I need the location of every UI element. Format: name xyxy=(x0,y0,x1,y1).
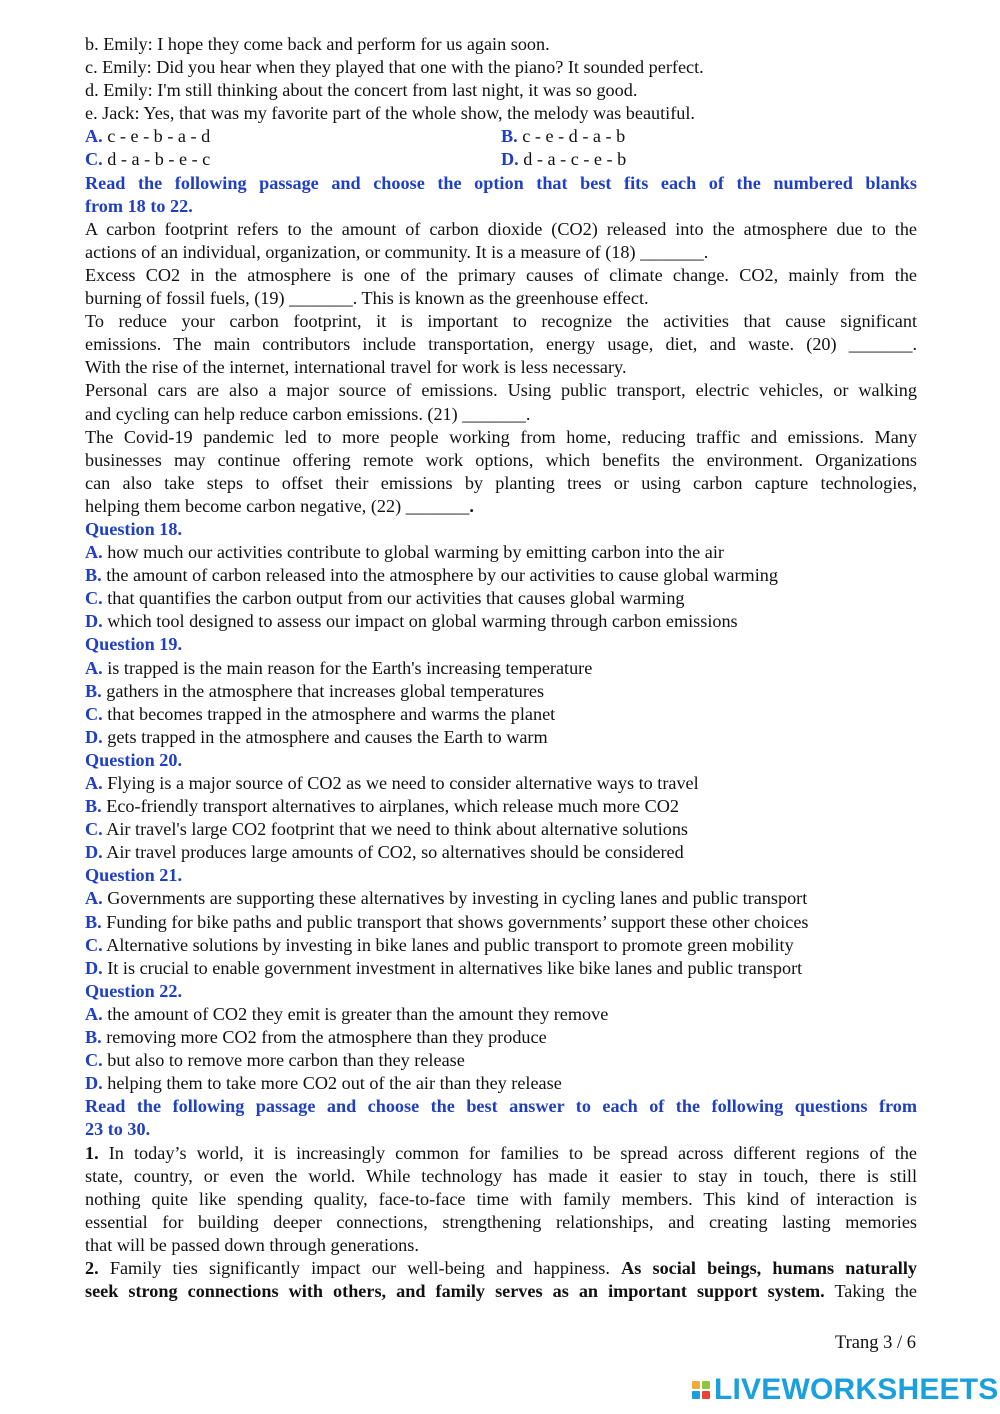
passage-line xyxy=(85,1280,917,1303)
option-label: D. xyxy=(85,842,103,863)
option-text: how much our activities contribute to global warming by emitting carbon into the air xyxy=(107,542,724,563)
brand-name: LIVEWORKSHEETS xyxy=(714,1373,999,1406)
option-text: It is crucial to enable government investment in alternatives like bike lanes and public transport xyxy=(107,957,803,978)
answer-option-a[interactable] xyxy=(85,1003,917,1026)
answer-option-c[interactable] xyxy=(85,934,917,957)
highlighted-sentence: seek strong connections with others, and family serves as an important support system. xyxy=(85,1281,825,1302)
option-label: A. xyxy=(85,542,103,563)
passage-line xyxy=(85,1257,917,1280)
passage-line: that will be passed down through generations. xyxy=(85,1234,419,1255)
passage-text: Family ties significantly impact our well-being and happiness. xyxy=(109,1257,610,1278)
option-label: C. xyxy=(85,588,103,609)
passage-period: . xyxy=(469,495,474,516)
option-d[interactable] xyxy=(501,148,917,171)
option-label: A. xyxy=(85,657,103,678)
option-text: helping them to take more CO2 out of the air than they release xyxy=(107,1073,562,1094)
option-label: A. xyxy=(85,888,103,909)
option-text: Eco-friendly transport alternatives to airplanes, which release much more CO2 xyxy=(106,796,679,817)
passage-line: businesses may continue offering remote work options, which benefits the environment. Organizations xyxy=(85,449,917,470)
logo-mark-icon xyxy=(692,1381,710,1399)
option-text: Flying is a major source of CO2 as we need to consider alternative ways to travel xyxy=(107,773,699,793)
passage-line: A carbon footprint refers to the amount of carbon dioxide (CO2) released into the atmosphere due to the xyxy=(85,218,917,239)
option-label: B. xyxy=(85,680,102,701)
worksheet-page xyxy=(85,33,917,1303)
dialogue-options-row xyxy=(85,125,917,148)
paragraph-number: 1. xyxy=(85,1142,99,1163)
option-label: A. xyxy=(85,1003,103,1024)
dialogue-line: b. Emily: I hope they come back and perform for us again soon. xyxy=(85,34,550,54)
option-text: that becomes trapped in the atmosphere and warms the planet xyxy=(107,703,556,724)
answer-option-b[interactable] xyxy=(85,911,917,934)
dialogue-line: d. Emily: I'm still thinking about the concert from last night, it was so good. xyxy=(85,80,638,101)
question-title: Question 18. xyxy=(85,518,183,539)
option-label: D. xyxy=(85,1073,103,1094)
question-21 xyxy=(85,864,917,979)
passage-line xyxy=(85,1142,917,1165)
passage-line: With the rise of the internet, international travel for work is less necessary. xyxy=(85,357,627,378)
option-label: D. xyxy=(85,726,103,747)
option-label: B. xyxy=(85,565,102,586)
option-label: B. xyxy=(85,796,102,817)
option-label: B. xyxy=(85,911,102,932)
option-text: is trapped is the main reason for the Earth's increasing temperature xyxy=(107,657,593,678)
passage-line: can also take steps to offset their emissions by planting trees or using carbon capture technologies, xyxy=(85,472,917,493)
option-label: B. xyxy=(85,1027,102,1048)
cloze-instruction: from 18 to 22. xyxy=(85,195,193,216)
option-text: Alternative solutions by investing in bike lanes and public transport to promote green mobility xyxy=(106,934,794,955)
answer-option-b[interactable] xyxy=(85,564,917,587)
highlighted-sentence: As social beings, humans naturally xyxy=(621,1257,917,1278)
passage-text: helping them become carbon negative, (22) _______ xyxy=(85,495,470,516)
option-text: Air travel's large CO2 footprint that we need to think about alternative solutions xyxy=(106,819,689,840)
option-text: but also to remove more carbon than they release xyxy=(107,1050,465,1071)
question-22 xyxy=(85,980,917,1095)
answer-option-b[interactable] xyxy=(85,795,917,818)
option-text: removing more CO2 from the atmosphere than they produce xyxy=(106,1027,547,1048)
answer-option-c[interactable] xyxy=(85,703,917,726)
passage-line: Personal cars are also a major source of emissions. Using public transport, electric vehicles, or walking xyxy=(85,380,917,401)
option-label: B. xyxy=(501,126,518,147)
question-title: Question 21. xyxy=(85,865,183,886)
question-title: Question 22. xyxy=(85,980,183,1001)
liveworksheets-logo[interactable] xyxy=(692,1372,999,1408)
answer-option-a[interactable] xyxy=(85,541,917,564)
answer-option-d[interactable] xyxy=(85,841,917,864)
option-text: gets trapped in the atmosphere and causes the Earth to warm xyxy=(107,726,548,747)
option-label: C. xyxy=(85,1050,103,1071)
answer-option-c[interactable] xyxy=(85,818,917,841)
dialogue-block xyxy=(85,33,917,172)
passage-line: and cycling can help reduce carbon emissions. (21) _______. xyxy=(85,403,531,424)
option-text: gathers in the atmosphere that increases global temperatures xyxy=(106,680,545,701)
answer-option-d[interactable] xyxy=(85,1072,917,1095)
dialogue-line: e. Jack: Yes, that was my favorite part of the whole show, the melody was beautiful. xyxy=(85,103,695,124)
passage-line: To reduce your carbon footprint, it is important to recognize the activities that cause significant xyxy=(85,311,917,332)
passage-line: emissions. The main contributors include transportation, energy usage, diet, and waste. (20) _______. xyxy=(85,334,917,355)
passage-line: Excess CO2 in the atmosphere is one of the primary causes of climate change. CO2, mainly from the xyxy=(85,264,917,285)
option-text: Air travel produces large amounts of CO2, so alternatives should be considered xyxy=(106,842,684,863)
answer-option-c[interactable] xyxy=(85,587,917,610)
passage-line: burning of fossil fuels, (19) _______. This is known as the greenhouse effect. xyxy=(85,288,649,309)
passage-line: essential for building deeper connections, strengthening relationships, and creating lasting memories xyxy=(85,1211,917,1232)
reading-passage xyxy=(85,1142,917,1304)
option-text: d - a - c - e - b xyxy=(523,149,627,170)
answer-option-d[interactable] xyxy=(85,726,917,749)
passage-line xyxy=(85,495,917,518)
option-label: D. xyxy=(85,957,103,978)
option-text: Funding for bike paths and public transport that shows governments’ support these other choices xyxy=(106,911,809,932)
option-a[interactable] xyxy=(85,125,501,148)
reading-instruction: 23 to 30. xyxy=(85,1119,151,1140)
passage-line: The Covid-19 pandemic led to more people working from home, reducing traffic and emissions. Many xyxy=(85,426,917,447)
option-label: D. xyxy=(85,611,103,632)
option-text: Governments are supporting these alternatives by investing in cycling lanes and public transport xyxy=(107,888,808,909)
option-b[interactable] xyxy=(501,125,917,148)
passage-line: state, country, or even the world. While technology has made it easier to stay in touch, there is still xyxy=(85,1165,917,1186)
passage-line: nothing quite like spending quality, face-to-face time with family members. This kind of interaction is xyxy=(85,1188,917,1209)
option-c[interactable] xyxy=(85,148,501,171)
option-label: C. xyxy=(85,934,103,955)
answer-option-a[interactable] xyxy=(85,657,917,680)
option-text: d - a - b - e - c xyxy=(107,149,211,170)
option-label: C. xyxy=(85,819,103,840)
passage-text: In today’s world, it is increasingly common for families to be spread across different regions of the xyxy=(108,1142,918,1163)
option-text: the amount of carbon released into the atmosphere by our activities to cause global warming xyxy=(106,565,778,586)
option-text: the amount of CO2 they emit is greater than the amount they remove xyxy=(107,1003,609,1024)
option-label: A. xyxy=(85,126,103,147)
question-18 xyxy=(85,518,917,633)
passage-line: actions of an individual, organization, or community. It is a measure of (18) _______. xyxy=(85,241,709,262)
page-number: Trang 3 / 6 xyxy=(834,1333,916,1353)
passage-text: Taking the xyxy=(834,1281,917,1302)
option-label: C. xyxy=(85,703,103,724)
option-text: c - e - b - a - d xyxy=(107,126,211,147)
option-text: that quantifies the carbon output from our activities that causes global warming xyxy=(107,588,685,609)
option-label: D. xyxy=(501,149,519,170)
question-title: Question 20. xyxy=(85,749,183,770)
answer-option-d[interactable] xyxy=(85,957,917,980)
option-label: C. xyxy=(85,149,103,170)
question-title: Question 19. xyxy=(85,634,183,655)
cloze-passage xyxy=(85,218,917,518)
reading-instruction: Read the following passage and choose the best answer to each of the following questions from xyxy=(85,1096,917,1117)
answer-option-b[interactable] xyxy=(85,1026,917,1049)
answer-option-c[interactable] xyxy=(85,1049,917,1072)
paragraph-number: 2. xyxy=(85,1257,99,1278)
option-label: A. xyxy=(85,773,103,793)
option-text: c - e - d - a - b xyxy=(522,126,626,147)
answer-option-a[interactable] xyxy=(85,887,917,910)
option-text: which tool designed to assess our impact on global warming through carbon emissions xyxy=(107,611,738,632)
cloze-instruction: Read the following passage and choose the option that best fits each of the numbered blanks xyxy=(85,172,917,193)
dialogue-options-row xyxy=(85,148,917,171)
question-19 xyxy=(85,633,917,748)
question-20 xyxy=(85,749,917,864)
answer-option-b[interactable] xyxy=(85,680,917,703)
answer-option-d[interactable] xyxy=(85,610,917,633)
dialogue-line: c. Emily: Did you hear when they played that one with the piano? It sounded perfect. xyxy=(85,57,704,78)
answer-option-a[interactable] xyxy=(85,772,917,795)
